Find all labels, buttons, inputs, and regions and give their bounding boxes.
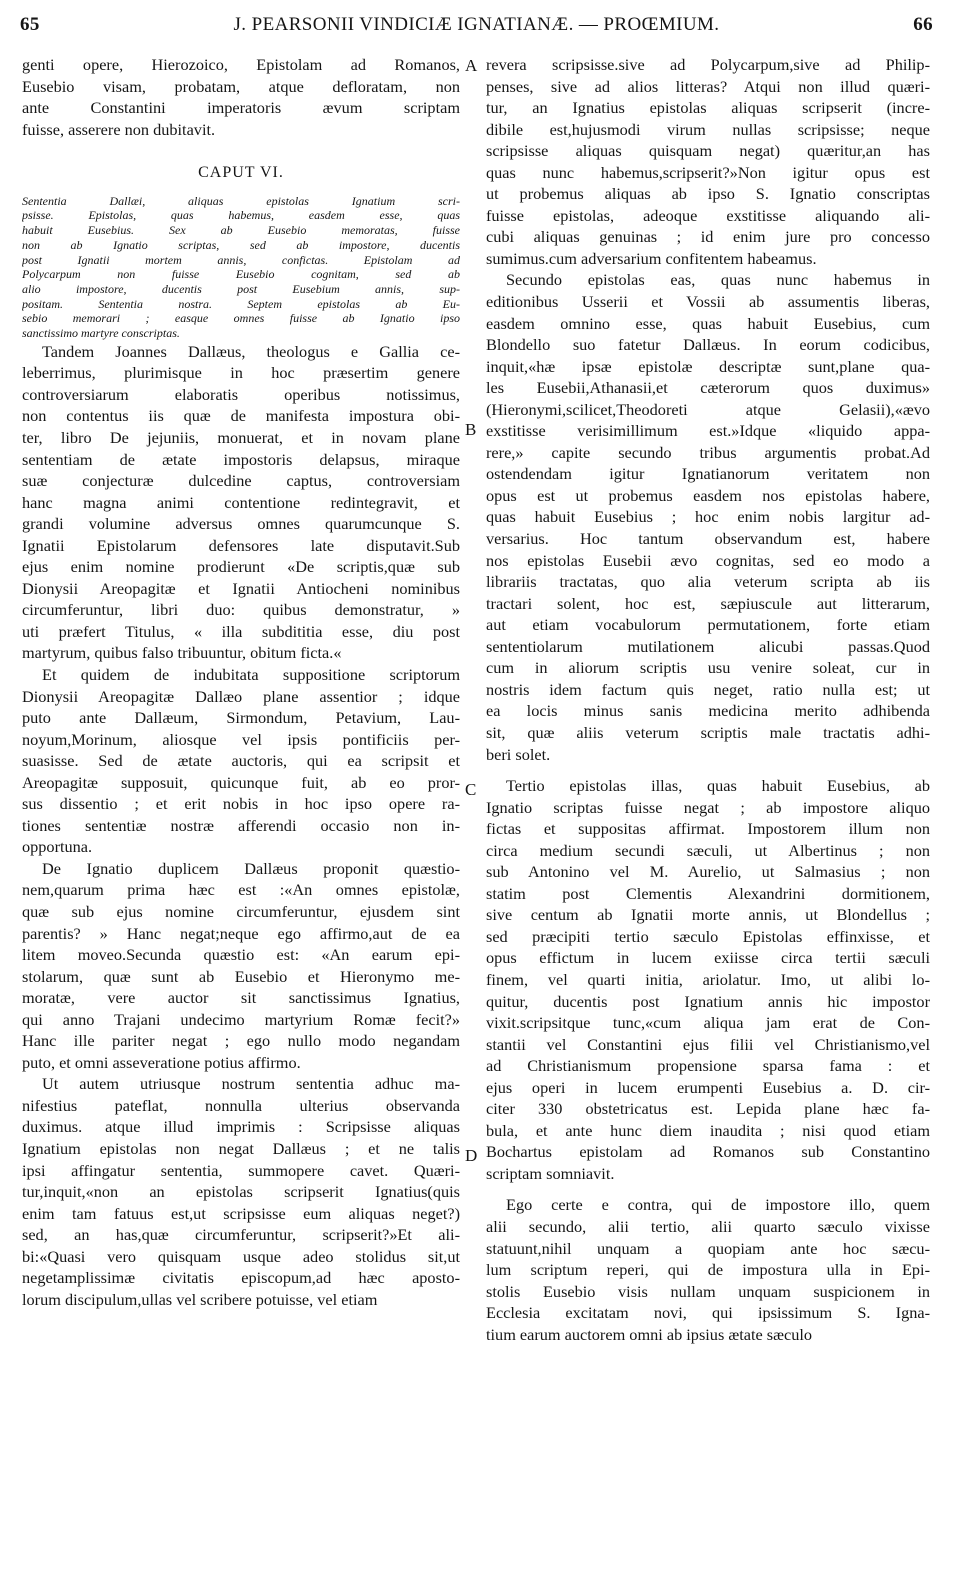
text-line: librariis tractatas, quo alia veterum scripta ab iis [486, 572, 930, 592]
text-line: beri solet. [486, 744, 551, 764]
page-number-left: 65 [20, 14, 40, 35]
text-line: revera scripsisse.sive ad Polycarpum,sive ad Philip- [486, 55, 930, 74]
text-line: (Hieronymi,scilicet,Theodoreti atque Gelasii),«ævo [486, 399, 930, 419]
text-line: Ignatii Epistolarum defensores late disputavit.Sub [22, 535, 460, 555]
text-line: uti præfert Titulus, « illa subdititia esse, diu post [22, 621, 460, 641]
text-line: aut etiam vocabulorum permutationem, forte etiam [486, 615, 930, 635]
text-line: dibile est,hujusmodi virum nullas scripsisse; neque [486, 119, 930, 139]
text-line: leberrimus, plurimisque in hoc præsertim genere [22, 363, 460, 383]
text-line: tur,inquit,«non an epistolas scripserit Ignatius(quis [22, 1182, 460, 1202]
text-line: sed præcipiti tertio sæculo Epistolas effinxisse, et [486, 926, 930, 946]
text-line: parentis? » Hanc negat;neque ego affirmo,aut de ea [22, 923, 460, 943]
text-line: quas habuit Eusebius ; hoc enim nobis largitur ad- [486, 507, 930, 527]
running-header [20, 14, 933, 46]
text-line: ut probemus aliquas ab ipso S. Ignatio conscriptas [486, 184, 930, 204]
text-line: sus dissentio ; et erit nobis in hoc ipso opere ra- [22, 794, 460, 814]
text-line: hanc magna animi contentione redintegravit, et [22, 492, 460, 512]
text-line: scriptam somniavit. [486, 1163, 615, 1183]
text-line: controversiarum elaboratis operibus notissimus, [22, 384, 460, 404]
text-line: tur, an Ignatius epistolas aliquas scripserit (incre- [486, 98, 930, 118]
text-line: psisse. Epistolas, quas habemus, easdem esse, quas [22, 208, 460, 223]
text-line: negetamplissimæ civitatis episcopum,ad hæc aposto- [22, 1268, 460, 1288]
text-line: quas nunc habemus,scripserit?»Non igitur opus est [486, 162, 930, 182]
text-line: Eusebio visam, probatam, atque defloratam, non [22, 76, 460, 96]
text-line: lum scriptum reperi, qui de impostura ulla in Epi- [486, 1260, 930, 1280]
margin-letter-b: B [465, 420, 477, 439]
text-line: easdem omnino esse, quas habuit Eusebius, cum [486, 313, 930, 333]
text-line: Sententia Dallæi, aliquas epistolas Ignatium scri- [22, 193, 460, 208]
text-line: alio impostore, ducentis post Eusebium annis, sup- [22, 281, 460, 296]
chapter-heading: CAPUT VI. [198, 164, 284, 182]
text-line: opportuna. [22, 837, 93, 857]
text-line: opus effictum in lucem exiisse circa tertii sæculi [486, 948, 930, 968]
text-line: suasisse. Sed de ætate auctoris, qui ea scripsit et [22, 751, 460, 771]
text-line: genti opere, Hierozoico, Epistolam ad Romanos, [22, 55, 460, 74]
paragraph [486, 775, 930, 1184]
margin-letter-a: A [465, 56, 478, 75]
text-line: citer 330 obstetricatus est. Lepida plane hæc fa- [486, 1099, 930, 1119]
text-line: fictas et suppositas affirmat. Impostorem illum non [486, 819, 930, 839]
chapter-summary [22, 194, 460, 341]
text-line: puto ante Dallæum, Sirmondum, Petavium, Lau- [22, 708, 460, 728]
text-line: ad Christianismum propensione sparsa fama : et [486, 1056, 930, 1076]
text-line: cum in aliorum scriptis usu venire soleat, cur in [486, 658, 930, 678]
text-line: fuisse, asserere non dubitavit. [22, 119, 216, 139]
text-line: martyrum, quibus falso tribuuntur, obitum ficta.« [22, 643, 342, 663]
text-line: tium earum auctorem omni ab ipsius ætate sæculo [486, 1324, 813, 1344]
text-line: alii secundo, alii tertio, alii quarto sæculo vixisse [486, 1216, 930, 1236]
text-line: cubi aliquas genuinas ; id enim jure pro concesso [486, 227, 930, 247]
text-line: sive centum ab Ignatii morte annis, ut Blondellus ; [486, 905, 930, 925]
text-line: sub Antonino vel M. Aurelio, ut Salmasius ; non [486, 862, 930, 882]
text-line: Ecclesia excitatam novi, qui ipsissimum S. Igna- [486, 1303, 930, 1323]
text-line: opus est ut probemus easdem nos epistolas habere, [486, 485, 930, 505]
text-line: Secundo epistolas eas, quas nunc habemus in [506, 270, 930, 290]
text-line: sed, an has,quæ circumferuntur, scripserit?»Et ali- [22, 1225, 460, 1245]
text-line: tiones sententiæ nostræ afferendi occasio non in- [22, 815, 460, 835]
text-line: quitur, ducentis post Ignatium annis hic impostor [486, 991, 930, 1011]
text-line: quæ sub ejus nomine circumferuntur, ejusdem sint [22, 901, 460, 921]
text-line: bula, et ante hunc diem inaudita ; nisi quod etiam [486, 1120, 930, 1140]
text-line: nos epistolas Eusebii ævo cognitas, sed eo modo a [486, 550, 930, 570]
text-line: Ut autem utriusque nostrum sententia adhuc ma- [42, 1074, 460, 1094]
paragraph [22, 858, 460, 1073]
text-line: Polycarpum non fuisse Eusebio cognitam, sed ab [22, 267, 460, 282]
text-line: nem,quarum prima hæc est :«An omnes epistolæ, [22, 880, 460, 900]
text-line: sententiam de ætate impostoris delapsus, miraque [22, 449, 460, 469]
paragraph [22, 54, 460, 140]
text-line: ea locis minus sanis medicina merito adhibenda [486, 701, 930, 721]
text-line: bi:«Quasi vero quisquam usque adeo stolidus sit,ut [22, 1246, 460, 1266]
text-line: statuunt,nihil unquam a quopiam ante hoc sæcu- [486, 1238, 930, 1258]
text-line: puto, et omni asseveratione potius affirmo. [22, 1052, 301, 1072]
text-line: scripsisse aliquas quisquam negat) quæritur,an has [486, 141, 930, 161]
text-line: sit, quæ aliis veterum scriptis male tractatis adhi- [486, 722, 930, 742]
paragraph [486, 269, 930, 765]
page-number-right: 66 [913, 14, 933, 35]
text-line: Dionysii Areopagitæ Dallæo plane assentior ; idque [22, 686, 460, 706]
text-line: penses, sive ad alios litteras? Atqui non illud quæri- [486, 76, 930, 96]
text-line: duximus. atque illud imprimis : Scripsisse aliquas [22, 1117, 460, 1137]
margin-letter-d: D [465, 1146, 478, 1165]
paragraph [22, 1073, 460, 1310]
text-line: Bochartus epistolam ad Romanos sub Constantino [486, 1142, 930, 1162]
text-line: grandi volumine adversus omnes quarumcunque S. [22, 514, 460, 534]
text-line: litem moveo.Secunda quæstio est: «An earum epi- [22, 945, 460, 965]
text-line: versarius. Hoc tantum observandum est, habere [486, 529, 930, 549]
text-line: fuisse epistolas, adeoque exstitisse aliquando ali- [486, 205, 930, 225]
text-line: sanctissimo martyre conscriptas. [22, 326, 180, 341]
text-line: post Ignatii mortem annis, confictas. Epistolam ad [22, 252, 460, 267]
text-line: stolarum, quæ sunt ab Eusebio et Hieronymo me- [22, 966, 460, 986]
text-line: Blondello suo fatetur Dallæus. In eorum codicibus, [486, 335, 930, 355]
text-line: tractari solent, hoc est, sæpiuscule aut litterarum, [486, 593, 930, 613]
text-line: Tandem Joannes Dallæus, theologus e Gallia ce- [42, 341, 460, 361]
paragraph [486, 54, 930, 269]
text-line: circa medium secundi sæculi, ut Albertinus ; non [486, 840, 930, 860]
paragraph [22, 664, 460, 858]
text-line: vixit.scripsitque tunc,«cum aliqua jam erat de Con- [486, 1013, 930, 1033]
text-line: ejus enim nomine prodierunt «De scriptis,quæ sub [22, 557, 460, 577]
text-line: Tertio epistolas illas, quas habuit Eusebius, ab [506, 776, 930, 796]
text-line: Hanc ille pariter negat ; ego nullo modo negandam [22, 1031, 460, 1051]
left-column [22, 54, 460, 1310]
margin-letter-c: C [465, 780, 477, 799]
text-line: non ab Ignatio scriptas, sed ab impostore, ducentis [22, 237, 460, 252]
text-line: suæ conjecturæ dulcedine captus, controversiam [22, 471, 460, 491]
text-line: stantii vel Constantini ejus filii vel Christianismo,vel [486, 1034, 930, 1054]
text-line: stolis Eusebio visis nullam unquam suspicionem in [486, 1281, 930, 1301]
text-line: exstitisse verisimillimum est.»Idque «liquido appa- [486, 421, 930, 441]
paragraph [22, 341, 460, 664]
text-line: moratæ, vere auctor sit sanctissimus Ignatius, [22, 988, 460, 1008]
text-line: non contentus iis quæ de manifesta impostura obi- [22, 406, 460, 426]
text-line: positam. Sententia nostra. Septem epistolas ab Eu- [22, 296, 460, 311]
text-line: circumferuntur, libri duo: quibus demonstratur, » [22, 600, 460, 620]
text-line: enim tam fatuus est,ut scripsisse eum aliquas neget?) [22, 1203, 460, 1223]
text-line: Ego certe e contra, qui de impostore illo, quem [506, 1195, 930, 1215]
text-line: habuit Eusebius. Sex ab Eusebio memoratas, fuisse [22, 223, 460, 238]
text-line: sumimus.cum adversarium confitentem habeamus. [486, 248, 817, 268]
text-line: statim post Clementis Alexandrini dormitionem, [486, 883, 930, 903]
text-line: nifestius pateflat, nonnulla ulterius observanda [22, 1095, 460, 1115]
text-line: Ignatium epistolas non negat Dallæus ; et ne talis [22, 1139, 460, 1158]
text-line: ante Constantini imperatoris ævum scriptam [22, 98, 460, 118]
text-line: sententiolarum mutilationem alicubi passas.Quod [486, 636, 930, 656]
text-line: Et quidem de indubitata suppositione scriptorum [42, 664, 460, 684]
text-line: ter, libro De jejuniis, monuerat, et in novam plane [22, 427, 460, 447]
text-line: rere,» capite secundo tribus argumentis probat.Ad [486, 442, 930, 462]
text-line: Areopagitæ supposuit, quicunque fuit, ab eo pror- [22, 772, 460, 792]
text-line: ostendendam igitur Ignatianorum veritatem non [486, 464, 930, 484]
text-line: Dionysii Areopagitæ et Ignatii Antiocheni nominibus [22, 578, 460, 598]
text-line: Ignatio scriptas fuisse negat ; ab impostore aliquo [486, 797, 930, 817]
right-column [486, 54, 930, 1345]
text-line: sebio memorari ; easque omnes fuisse ab Ignatio ipso [22, 311, 460, 326]
text-line: finem, vel quarti initia, ariolatur. Imo, ut alibi lo- [486, 969, 930, 989]
text-line: inquit,«hæ ipsæ epistolæ descriptæ sunt,plane qua- [486, 356, 930, 376]
text-line: lorum discipulum,ullas vel scribere potuisse, vel etiam [22, 1289, 378, 1309]
text-line: qui anno Trajani undecimo martyrium Romæ fecit?» [22, 1009, 460, 1029]
text-line: nostris idem factum quis neget, ratio nulla est; ut [486, 679, 930, 699]
text-line: De Ignatio duplicem Dallæus proponit quæstio- [42, 858, 460, 878]
text-line: noyum,Morinum, aliosque vel ipsis pontificiis per- [22, 729, 460, 749]
text-line: ejus operi in lucem erumpenti Eusebius a. D. cir- [486, 1077, 930, 1097]
text-line: les Eusebii,Athanasii,et cæterorum quos duximus» [486, 378, 930, 398]
paragraph [486, 1194, 930, 1345]
text-line: editionibus Usserii et Vossii ab assumentis liberas, [486, 292, 930, 312]
running-title: J. PEARSONII VINDICIÆ IGNATIANÆ. — PROŒMIUM. [233, 14, 720, 35]
text-line: ipsi affingatur sententia, summopere cavet. Quæri- [22, 1160, 460, 1180]
